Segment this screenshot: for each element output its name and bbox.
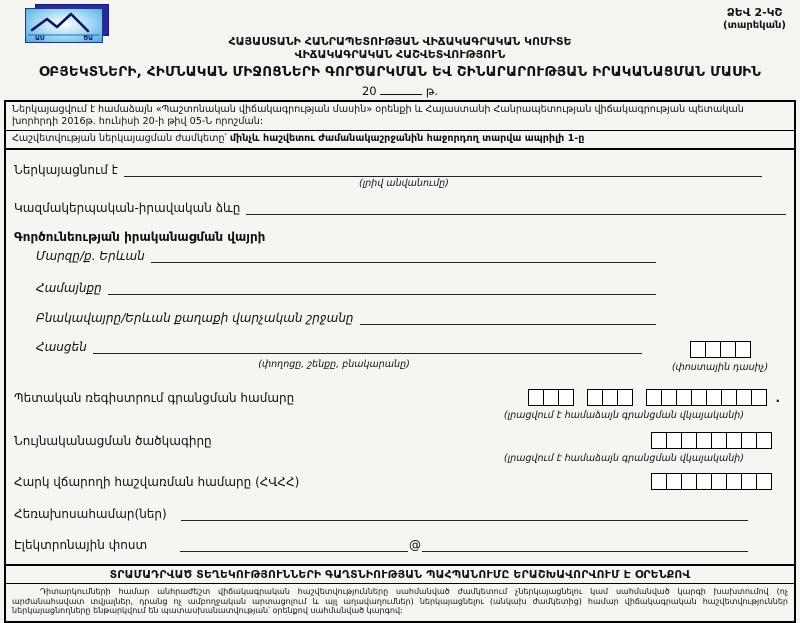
email-row	[14, 537, 786, 552]
presents-hint: (լրիվ անվանումը)	[359, 178, 449, 189]
tin-label: Հարկ վճարողի հաշվառման համարը (ՀՎՀՀ)	[14, 474, 300, 489]
entry-cell[interactable]	[711, 473, 727, 490]
address-label: Հասցեն	[36, 340, 87, 354]
address-hint: (փողոցը, շենքը, բնակարանը)	[258, 359, 410, 370]
presents-row	[14, 162, 786, 177]
entry-cell[interactable]	[706, 389, 722, 406]
entry-cell[interactable]	[711, 432, 727, 449]
confidentiality-banner: ՏՐԱՄԱԴՐՎԱԾ ՏԵՂԵԿՈՒԹՅՈՒՆՆԵՐԻ ԳԱՂՏՆԻՈՒԹՅԱՆ ՊԱՀՊԱՆՈՒՄԸ ԵՐԱՇԽԱՎՈՐՎՈՒՄ Է ՕՐԵՆՔՈՎ	[6, 564, 794, 584]
form-code-number: ՁԵՎ 2-ԿՇ	[726, 6, 783, 19]
entry-cell[interactable]	[666, 473, 682, 490]
entry-cell[interactable]	[721, 389, 737, 406]
deadline-value: մինչև հաշվետու ժամանակաշրջանին հաջորդող տարվա ապրիլի 1-ը	[229, 133, 585, 144]
deadline-row	[6, 131, 794, 150]
logo-letters: ԱՍ ԾԱ	[35, 35, 93, 42]
entry-cell[interactable]	[587, 389, 603, 406]
community-row	[36, 280, 786, 295]
entry-cell[interactable]	[690, 341, 706, 358]
entry-cell[interactable]	[602, 389, 618, 406]
logo-front-rect	[25, 8, 103, 43]
entry-cell[interactable]	[726, 432, 742, 449]
entry-cell[interactable]	[720, 341, 736, 358]
fields-section	[6, 150, 794, 564]
email-domain-input-line[interactable]	[422, 537, 748, 552]
tin-row	[14, 473, 786, 490]
entry-cell[interactable]	[651, 473, 667, 490]
entry-cell[interactable]	[646, 389, 662, 406]
state-register-hint: (լրացվում է համաձայն գրանցման վկայականի)	[503, 410, 744, 421]
entry-cell[interactable]	[696, 473, 712, 490]
phone-label: Հեռախոսահամար(ներ)	[14, 507, 167, 521]
form-title: ՕԲՅԵԿՏՆԵՐԻ, ՀԻՄՆԱԿԱՆ ՄԻՋՈՑՆԵՐԻ ԳՈՐԾԱՐԿՄԱՆ ԵՎ ՇԻՆԱՐԱՐՈՒԹՅԱՆ ԻՐԱԿԱՆԱՑՄԱՆ ՄԱՍԻՆ	[38, 64, 762, 80]
email-label: Էլեկտրոնային փոստ	[14, 538, 148, 552]
entry-cell[interactable]	[666, 432, 682, 449]
report-kind: ՎԻՃԱԿԱԳՐԱԿԱՆ ՀԱՇՎԵՏՎՈՒԹՅՈՒՆ	[294, 48, 506, 61]
org-name: ՀԱՅԱՍՏԱՆԻ ՀԱՆՐԱՊԵՏՈՒԹՅԱՆ ՎԻՃԱԿԱԳՐԱԿԱՆ ԿՈՄԻՏԵ	[228, 35, 572, 48]
entry-cell[interactable]	[705, 341, 721, 358]
entry-cell[interactable]	[681, 432, 697, 449]
armstat-logo	[25, 4, 109, 44]
liability-fine-print: Դիտարկումների համար անհրաժեշտ վիճակագրական հաշվետվությունները սահմանված ժամկետում չներկայացնելու կամ սահմանված կարգի խախտումով (ոչ արժանահավատ տվյալներ, դրանց ոչ ամբողջական արտացոլում և այլ աղավաղումներ) ներկայացնելու (անկախ ժամկետից) համար վիճակագրական հաշվետվություններ ներկայացնողները ենթարկվում են պատասխանատվության՝ օրենքով սահմանված կարգով:	[12, 587, 788, 615]
legal-form-label: Կազմակերպական-իրավական ձևը	[14, 201, 241, 215]
legal-form-row	[14, 200, 786, 215]
report-year-line	[0, 83, 800, 98]
legal-form-input-line[interactable]	[246, 200, 786, 215]
year-prefix: 20	[361, 84, 377, 98]
address-row	[36, 339, 654, 354]
postal-code-block	[654, 339, 786, 373]
register-dot: .	[775, 390, 780, 405]
phone-input-line[interactable]	[181, 506, 748, 521]
entry-cell[interactable]	[736, 389, 752, 406]
email-local-input-line[interactable]	[180, 537, 408, 552]
entry-cell[interactable]	[756, 432, 772, 449]
community-label: Համայնքը	[36, 281, 102, 295]
phone-row	[14, 506, 786, 521]
entry-cell[interactable]	[681, 473, 697, 490]
settlement-row	[36, 310, 786, 325]
id-code-hint: (լրացվում է համաձայն գրանցման վկայականի)	[503, 453, 744, 464]
entry-cell[interactable]	[756, 473, 772, 490]
entry-cell[interactable]	[735, 341, 751, 358]
location-section-header: Գործունեության իրականացման վայրի	[14, 230, 266, 244]
entry-cell[interactable]	[528, 389, 544, 406]
form-header	[0, 0, 800, 100]
year-input-line[interactable]	[380, 83, 422, 95]
settlement-input-line[interactable]	[360, 310, 656, 325]
entry-cell[interactable]	[751, 389, 767, 406]
address-block	[14, 339, 786, 373]
postal-code-hint: (փոստային դասիչ)	[671, 362, 769, 373]
entry-cell[interactable]	[691, 389, 707, 406]
region-row	[36, 248, 786, 263]
email-at-sign: @	[409, 538, 421, 552]
state-register-cells	[528, 389, 767, 406]
tin-cells	[651, 473, 772, 490]
community-input-line[interactable]	[108, 280, 656, 295]
id-code-block	[14, 432, 786, 462]
presents-label: Ներկայացնում է	[14, 163, 118, 177]
region-input-line[interactable]	[151, 248, 656, 263]
state-register-block	[14, 389, 786, 419]
form-body	[4, 100, 796, 623]
settlement-label: Բնակավայրը/Երևան քաղաքի վարչական շրջանը	[36, 311, 354, 325]
region-label: Մարզը/ք. Երևան	[36, 249, 145, 263]
postal-code-cells	[690, 341, 751, 358]
entry-cell[interactable]	[651, 432, 667, 449]
form-code	[723, 6, 786, 32]
entry-cell[interactable]	[661, 389, 677, 406]
presents-input-line[interactable]	[124, 162, 762, 177]
legal-basis-text: Ներկայացվում է համաձայն «Պաշտոնական վիճակագրության մասին» օրենքի և Հայաստանի Հանրապետության վիճակագրության պետական խորհրդի 2016թ. հունիսի 20-ի թիվ 05-Ն որոշման:	[12, 104, 744, 127]
entry-cell[interactable]	[726, 473, 742, 490]
entry-cell[interactable]	[696, 432, 712, 449]
entry-cell[interactable]	[741, 432, 757, 449]
entry-cell[interactable]	[741, 473, 757, 490]
deadline-label: Հաշվետվության ներկայացման ժամկետը՝	[12, 133, 230, 144]
entry-cell[interactable]	[543, 389, 559, 406]
id-code-cells	[651, 432, 772, 449]
entry-cell[interactable]	[617, 389, 633, 406]
id-code-label: Նույնականացման ծածկագիրը	[14, 433, 212, 448]
address-input-line[interactable]	[93, 339, 642, 354]
entry-cell[interactable]	[676, 389, 692, 406]
legal-basis-row	[6, 102, 794, 131]
year-suffix: թ.	[425, 84, 439, 98]
state-register-label: Պետական ռեգիստրում գրանցման համարը	[14, 390, 295, 405]
form-periodicity: (տարեկան)	[723, 20, 786, 31]
entry-cell[interactable]	[558, 389, 574, 406]
